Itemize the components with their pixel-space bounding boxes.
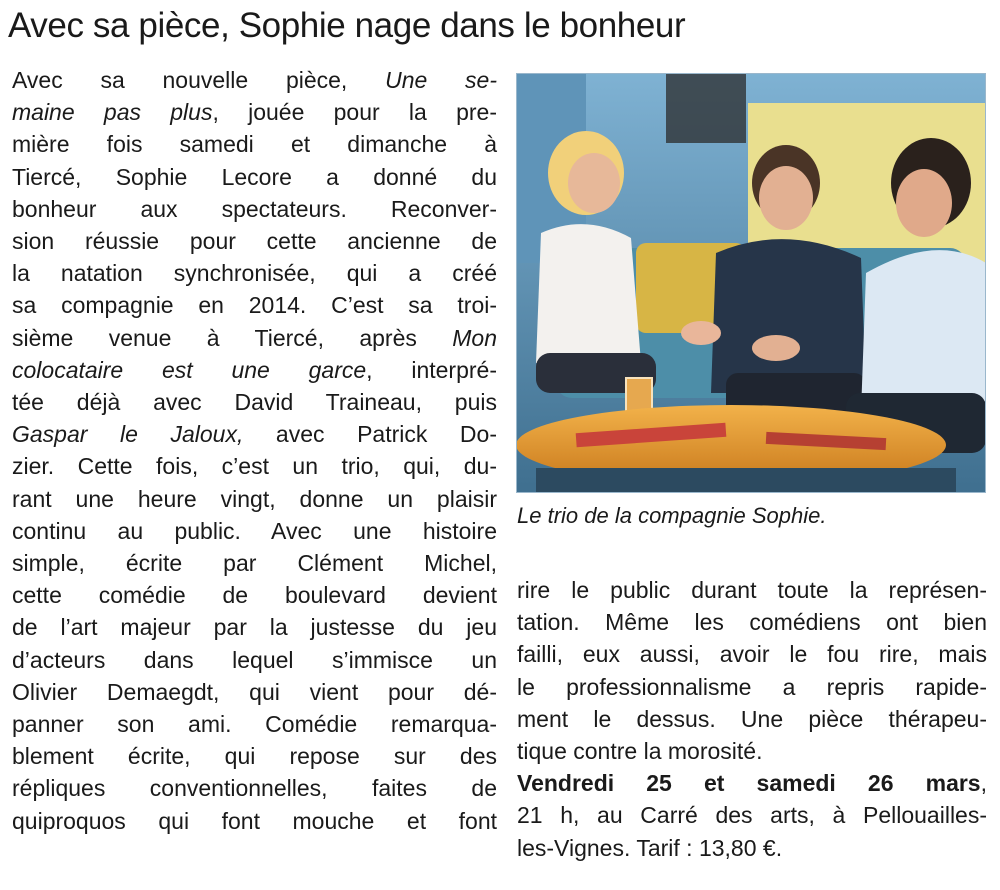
text-line xyxy=(12,708,497,740)
text-run: de l’art majeur par la justesse du jeu xyxy=(12,614,497,641)
text-run: Olivier Demaegdt, qui vient pour dé- xyxy=(12,678,497,705)
text-line xyxy=(12,161,497,193)
text-run: tée déjà avec David Traineau, puis xyxy=(12,389,497,416)
text-run: répliques conventionnelles, faites de xyxy=(12,775,497,802)
text-run: panner son ami. Comédie remarqua- xyxy=(12,711,497,738)
text-run: simple, écrite par Clément Michel, xyxy=(12,550,497,577)
text-line xyxy=(517,574,987,606)
text-line xyxy=(517,703,987,735)
text-line xyxy=(517,606,987,638)
text-line xyxy=(12,128,497,160)
text-run: le professionnalisme a repris rapide- xyxy=(517,673,987,700)
italic-title: Mon xyxy=(452,324,497,351)
info-dates-line: Vendredi 25 et samedi 26 mars, xyxy=(517,770,987,797)
text-line xyxy=(517,638,987,670)
italic-title: colocataire est une garce xyxy=(12,356,367,383)
text-line xyxy=(12,193,497,225)
text-run: ment le dessus. Une pièce thérapeu- xyxy=(517,705,987,732)
text-run: cette comédie de boulevard devient xyxy=(12,582,497,609)
text-run: continu au public. Avec une histoire xyxy=(12,517,497,544)
text-run: la natation synchronisée, qui a créé xyxy=(12,260,497,287)
text-run: Avec sa nouvelle pièce, xyxy=(12,67,386,93)
text-line xyxy=(12,450,497,482)
italic-title: maine pas plus xyxy=(12,99,213,126)
text-line xyxy=(12,611,497,643)
text-run: mière fois samedi et dimanche à xyxy=(12,131,497,158)
text-line xyxy=(12,547,497,579)
info-dates: Vendredi 25 et samedi 26 mars xyxy=(517,770,981,797)
text-line xyxy=(12,805,497,837)
text-line xyxy=(12,579,497,611)
text-run: blement écrite, qui repose sur des xyxy=(12,743,497,770)
text-line xyxy=(12,772,497,804)
text-line xyxy=(12,644,497,676)
text-run: sième venue à Tiercé, après xyxy=(12,324,453,351)
text-line xyxy=(12,386,497,418)
text-line xyxy=(12,418,497,450)
text-run: , jouée pour la pre- xyxy=(212,99,497,126)
text-line xyxy=(517,671,987,703)
article-body-right-column xyxy=(517,574,987,864)
info-details-line: 21 h, au Carré des arts, à Pellouailles- xyxy=(517,802,987,829)
text-line xyxy=(12,322,497,354)
text-line xyxy=(517,735,987,767)
italic-title: Gaspar le Jaloux, xyxy=(12,421,244,448)
text-run: zier. Cette fois, c’est un trio, qui, du- xyxy=(12,453,497,480)
photo-caption: Le trio de la compagnie Sophie. xyxy=(517,503,827,528)
article-body-left-column xyxy=(12,64,497,837)
text-run: sa compagnie en 2014. C’est sa troi- xyxy=(12,292,497,319)
text-line xyxy=(12,354,497,386)
text-line xyxy=(12,483,497,515)
text-run: tique contre la morosité. xyxy=(517,738,763,765)
article-photo xyxy=(516,73,986,493)
text-run: avec Patrick Do- xyxy=(243,421,497,448)
text-run: Tiercé, Sophie Lecore a donné du xyxy=(12,163,497,190)
text-run: failli, eux aussi, avoir le fou rire, mais xyxy=(517,641,987,668)
text-line xyxy=(12,676,497,708)
text-line xyxy=(12,740,497,772)
text-run: d’acteurs dans lequel s’immisce un xyxy=(12,646,497,673)
text-run: sion réussie pour cette ancienne de xyxy=(12,228,497,255)
text-line xyxy=(12,64,497,96)
text-run: bonheur aux spectateurs. Reconver- xyxy=(12,195,497,222)
text-line xyxy=(12,515,497,547)
text-line xyxy=(12,96,497,128)
text-line xyxy=(12,289,497,321)
text-run: rire le public durant toute la représen- xyxy=(517,577,987,603)
info-details-line: les-Vignes. Tarif : 13,80 €. xyxy=(517,834,783,861)
italic-title: Une se- xyxy=(385,67,497,93)
text-run: rant une heure vingt, donne un plaisir xyxy=(12,485,497,512)
text-run: , interpré- xyxy=(366,356,497,383)
text-line xyxy=(12,257,497,289)
text-run: tation. Même les comédiens ont bien xyxy=(517,609,987,636)
article-headline: Avec sa pièce, Sophie nage dans le bonheur xyxy=(8,6,686,45)
text-line xyxy=(12,225,497,257)
text-run: quiproquos qui font mouche et font xyxy=(12,807,497,834)
